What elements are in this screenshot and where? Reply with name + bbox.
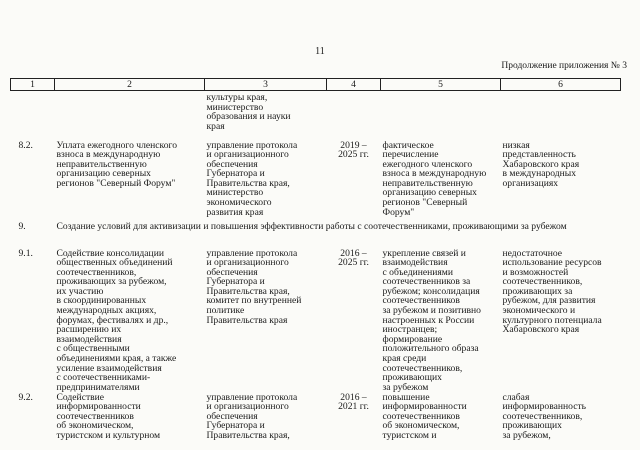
cell-period: 2019 – 2025 гг. [338,139,369,161]
header-col-6: 6 [501,79,621,91]
cell-activity: Содействие консолидации общественных объединений соотечественников, проживающих за рубежом, их участию в скоординированных международных акциях, форумах, фестивалях и др., расширению их взаимодействия с общественными объединениями края, а также усиление взаимодействия с соотечественниками- предпринимателями [56,247,177,393]
table-row-9-2 [11,393,621,441]
cell-activity: Содействие информированности соотечественников об экономическом, туристском и культурном [56,391,161,441]
cell-result: повышение информированности соотечественников об экономическом, туристском и [382,391,467,441]
continuation-note: Продолжение приложения № 3 [501,61,627,71]
header-col-4: 4 [327,79,381,91]
cell-responsible: культуры края, министерство образования и науки края [206,92,291,132]
cell-number: 9. [18,220,26,232]
cell-number: 8.2. [18,139,33,151]
cell-period: 2016 – 2021 гг. [338,391,369,413]
page-number: 11 [315,46,325,57]
header-col-2: 2 [55,79,205,91]
table-row-9 [11,222,621,249]
cell-responsible: управление протокола и организационного обеспечения Губернатора и Правительства края, комитет по внутренней политике Правительства края [206,247,302,326]
cell-risk: недостаточное использование ресурсов и возможностей соотечественников, проживающих за рубежом, для развития экономического и культурного потенциала Хабаровского края [502,247,602,336]
cell-responsible: управление протокола и организационного обеспечения Губернатора и Правительства края, [206,391,298,441]
cell-result: укрепление связей и взаимодействия с объединениями соотечественников за рубежом; консолидация соотечественников за рубежом и позитивно настроенных к России иностранцев; формирование положительного образа края среди соотечественников, проживающих за рубежом [382,247,481,393]
cell-number: 9.2. [18,391,33,403]
cell-risk: слабая информированность соотечественников, проживающих за рубежом, [502,391,587,441]
cell-risk: низкая представленность Хабаровского края в международных организациях [502,139,580,189]
cell-responsible: управление протокола и организационного обеспечения Губернатора и Правительства края, министерство экономического развития края [206,139,298,218]
table-row-9-1 [11,249,621,393]
appendix-table [10,78,621,440]
table-row-8-2 [11,141,621,222]
cell-number: 9.1. [18,247,33,259]
continuation-row [11,91,621,141]
header-col-5: 5 [381,79,501,91]
table-header-row [11,79,621,91]
cell-result: фактическое перечисление ежегодного членского взноса в международную неправительственную организацию северных регионов "Северный Форум" [382,139,487,218]
cell-activity: Уплата ежегодного членского взноса в международную неправительственную организацию северных регионов "Северный Форум" [56,139,178,189]
cell-period: 2016 – 2025 гг. [338,247,369,269]
section-title: Создание условий для активизации и повышения эффективности работы с соотечественниками, проживающими за рубежом [56,220,567,232]
header-col-1: 1 [11,79,55,91]
header-col-3: 3 [205,79,327,91]
